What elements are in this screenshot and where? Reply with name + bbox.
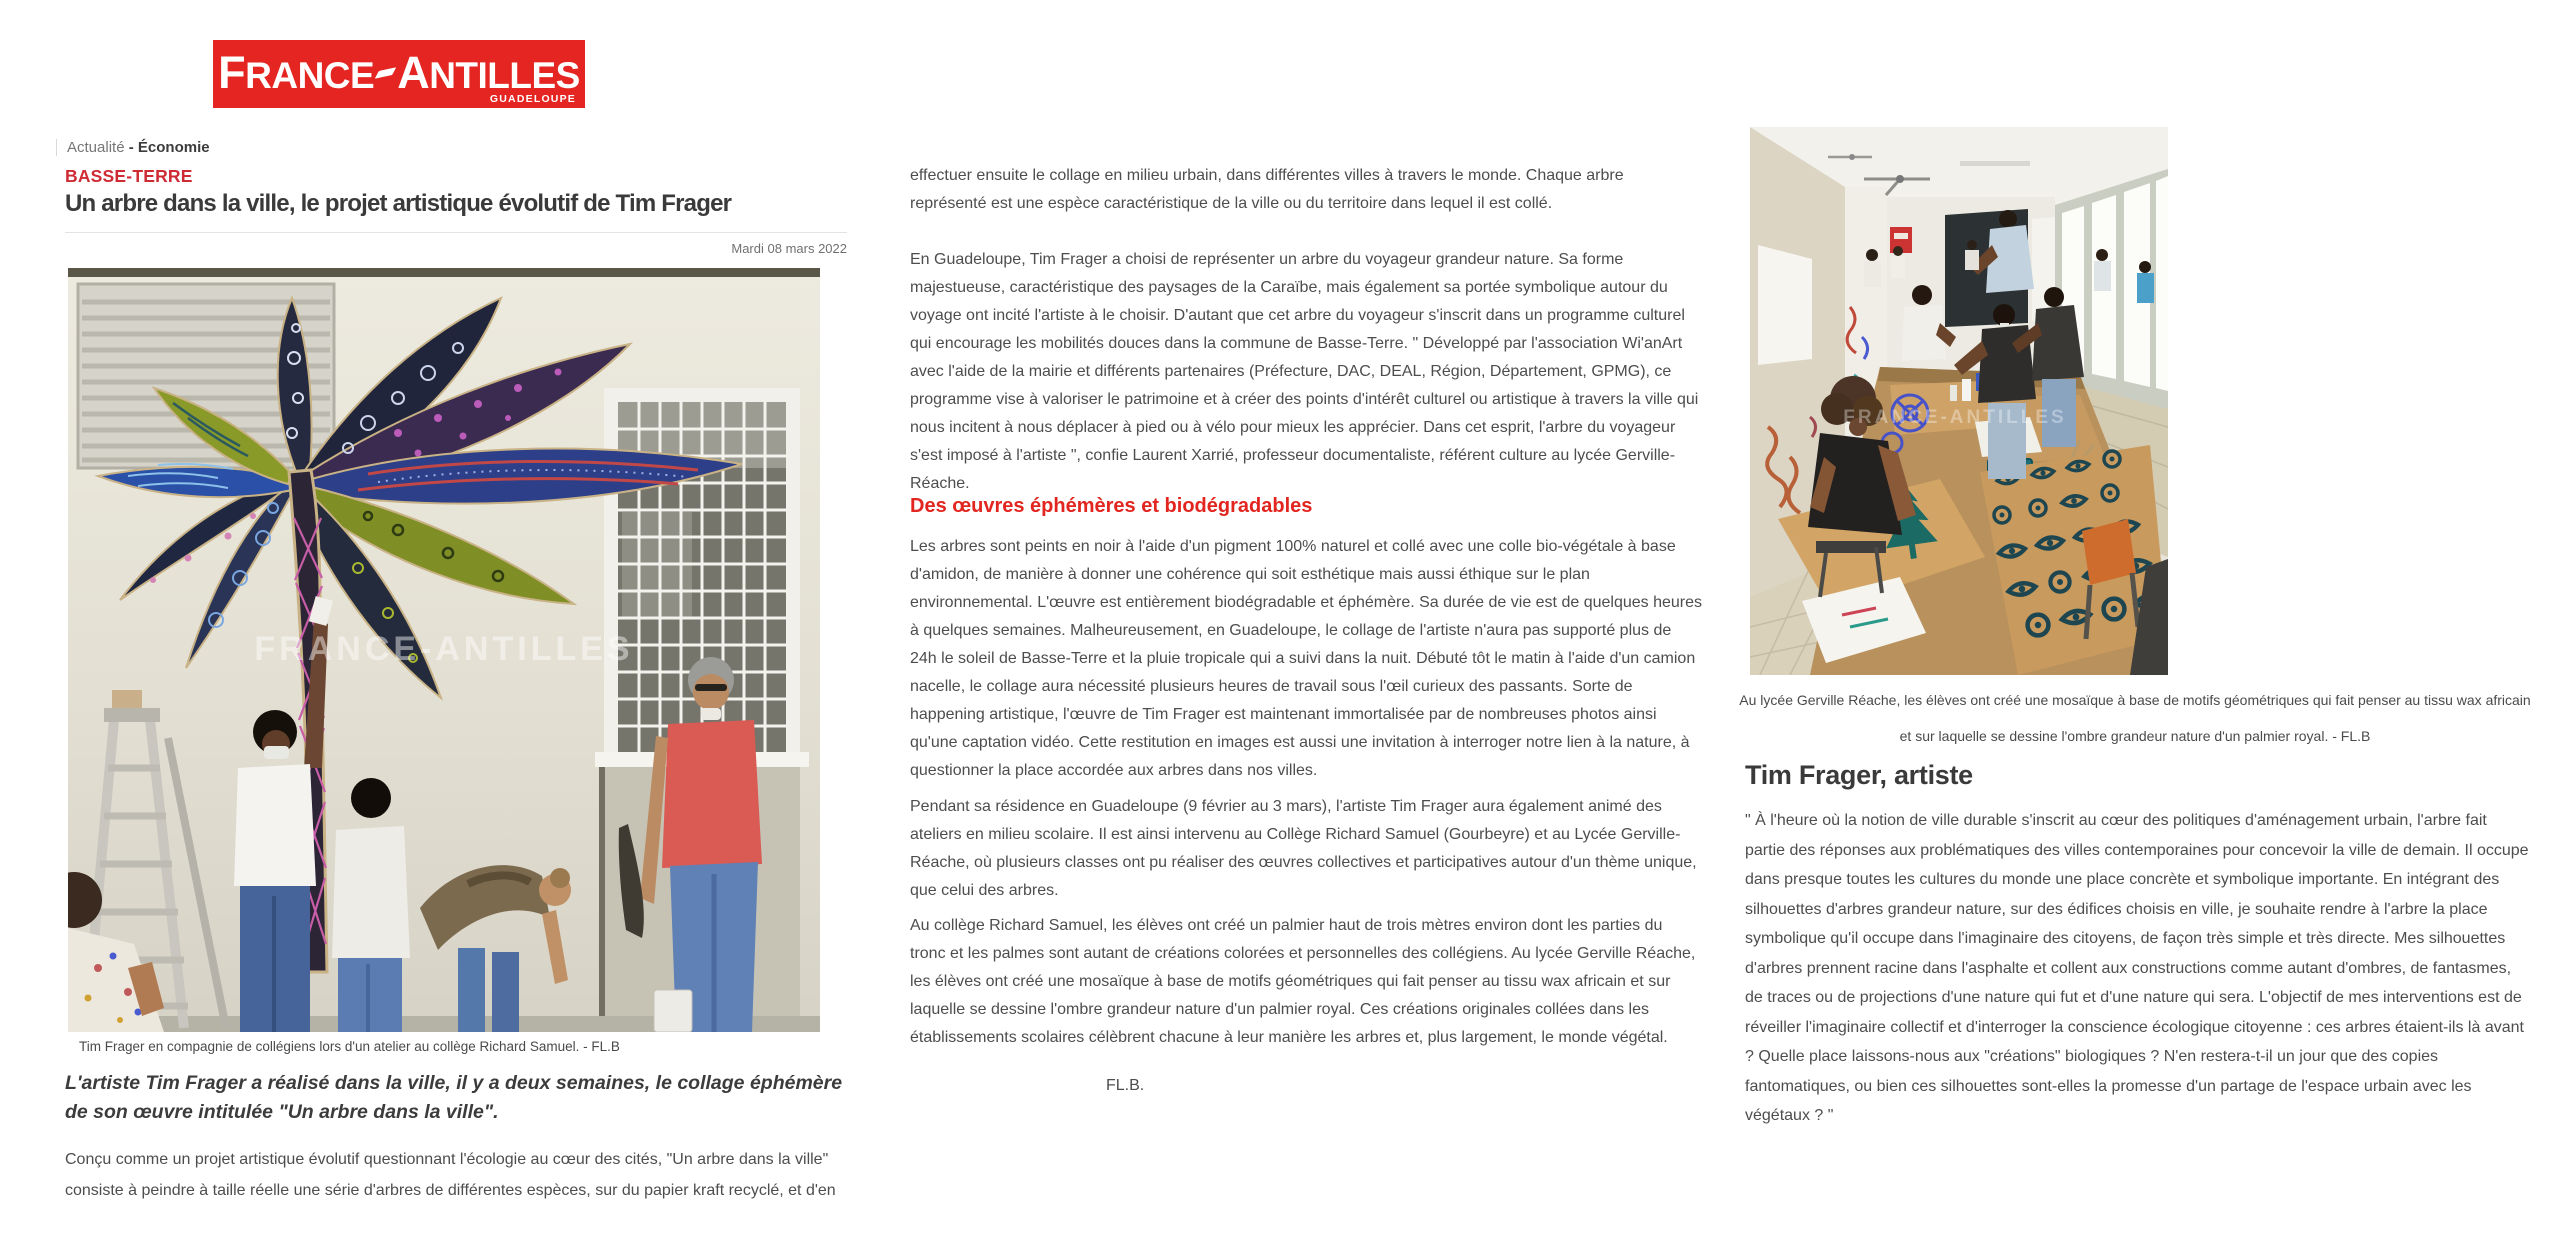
photo-mural-atelier	[68, 268, 820, 1032]
artist-heading: Tim Frager, artiste	[1745, 760, 1973, 790]
article-paragraph: Au collège Richard Samuel, les élèves ont créé un palmier haut de trois mètres environ dont les parties du tronc et les palmes sont autant de créations colorées et personnelles des collégiens. Au lycée Gerville Réache, les élèves ont créé une mosaïque à base de motifs géométriques qui fait penser au tissu wax africain et sur laquelle se dessine l'ombre grandeur nature d'un palmier royal. Ces créations originales collées dans les établissements scolaires célèbrent chacune à leur manière les arbres et, plus largement, le monde végétal.	[910, 917, 1696, 1046]
artist-quote: " À l'heure où la notion de ville durable s'inscrit au cœur des politiques d'aménagement urbain, l'arbre fait partie des réponses aux problématiques des villes contemporaines pour concevoir la ville de demain. Il occupe dans presque toutes les cultures du monde une place concrète et symbolique importante. En intégrant des silhouettes d'arbres grandeur nature, sur des édifices choisis en ville, je souhaite rendre à l'arbre la place symbolique qu'il occupe dans l'imaginaire des citoyens, de façon très simple et très directe. Mes silhouettes d'arbres prennent racine dans l'asphalte et collent aux constructions comme autant d'ombres, de fantasmes, de traces ou de projections d'une nature qui fut et d'une nature qui sera. L'objectif de mes interventions est de réveiller l'imaginaire collectif et d'interroger la conscience écologique citoyenne : ces arbres étaient-ils là avant ? Quelle place laissons-nous aux "créations" biologiques ? N'en restera-t-il un jour que des copies fantomatiques, ou bien ces silhouettes sont-elles la promesse d'un partage de l'espace urbain avec les végétaux ? "	[1745, 812, 2529, 1124]
article-paragraph: effectuer ensuite le collage en milieu urbain, dans différentes villes à travers le monde. Chaque arbre représenté est une espèce caractéristique de la ville ou du territoire dans lequel il est collé.	[910, 167, 1624, 212]
breadcrumb	[56, 139, 210, 156]
photo-workshop	[1750, 127, 2168, 675]
article-lede: L'artiste Tim Frager a réalisé dans la ville, il y a deux semaines, le collage éphémère de son œuvre intitulée "Un arbre dans la ville".	[65, 1072, 843, 1123]
photo2-caption: Au lycée Gerville Réache, les élèves ont créé une mosaïque à base de motifs géométriques qui fait penser au tissu wax africain et sur laquelle se dessine l'ombre grandeur nature d'un palmier royal. - FL.B	[1739, 692, 2531, 744]
brand-word-1: FRANCE	[218, 46, 375, 98]
article-date: Mardi 08 mars 2022	[731, 241, 847, 256]
brand-word-2: ANTILLES	[397, 46, 580, 98]
author-signature: FL.B.	[1106, 1077, 1145, 1094]
page-title: Un arbre dans la ville, le projet artistique évolutif de Tim Frager	[65, 190, 732, 217]
divider	[65, 232, 847, 233]
article-paragraph: En Guadeloupe, Tim Frager a choisi de représenter un arbre du voyageur grandeur nature. Sa forme majestueuse, caractéristique des paysages de la Caraïbe, mais également sa portée symbolique autour du voyage ont incité l'artiste à le choisir. D'autant que cet arbre du voyageur s'inscrit dans un programme culturel qui encourage les mobilités douces dans la commune de Basse-Terre. " Développé par l'association Wi'anArt avec l'aide de la mairie et différents partenaires (Préfecture, DAC, DEAL, Région, Département, GPMG), ce programme vise à valoriser le patrimoine et à créer des points d'intérêt culturel ou artistique à travers la ville qui nous incitent à nous déplacer à pied ou à vélo pour mieux les apprécier. Dans cet esprit, l'arbre du voyageur s'est imposé à l'artiste ", confie Laurent Xarrié, professeur documentaliste, référent culture au lycée Gerville-Réache.	[910, 251, 1699, 492]
photo1-caption: Tim Frager en compagnie de collégiens lors d'un atelier au collège Richard Samuel. - FL.B	[79, 1039, 620, 1054]
brand-wordmark	[218, 46, 580, 98]
article-paragraph: Les arbres sont peints en noir à l'aide d'un pigment 100% naturel et collé avec une colle bio-végétale à base d'amidon, de manière à donner une cohérence qui soit esthétique mais aussi éthique sur le plan environnemental. L'œuvre est entièrement biodégradable et éphémère. Sa durée de vie est de quelques heures à quelques semaines. Malheureusement, en Guadeloupe, le collage de l'artiste n'aura pas supporté plus de 24h le soleil de Basse-Terre et la pluie tropicale qui a suivi dans la nuit. Débuté tôt le matin à l'aide d'un camion nacelle, le collage aura nécessité plusieurs heures de travail sous l'œil curieux des passants. Sorte de happening artistique, l'œuvre de Tim Frager est maintenant immortalisée par de nombreuses photos ainsi qu'une captation vidéo. Cette restitution en images est aussi une invitation à interroger notre lien à la nature, à questionner la place accordée aux arbres dans nos villes.	[910, 538, 1702, 779]
section-heading: Des œuvres éphémères et biodégradables	[910, 495, 1313, 517]
article-paragraph: Conçu comme un projet artistique évolutif questionnant l'écologie au cœur des cités, "Un arbre dans la ville" consiste à peindre à taille réelle une série d'arbres de différentes espèces, sur du papier kraft recyclé, et d'en	[65, 1151, 836, 1199]
whiteboard	[1758, 245, 1812, 365]
brand-dash-icon	[375, 67, 397, 78]
roof-edge	[68, 268, 820, 277]
watermark-text: FRANCE-ANTILLES	[1843, 407, 2067, 428]
article-kicker: BASSE-TERRE	[65, 166, 193, 186]
brand-logo[interactable]	[213, 40, 585, 108]
breadcrumb-subsection[interactable]: Économie	[137, 139, 210, 156]
watermark-text: FRANCE-ANTILLES	[254, 630, 634, 668]
paint-bucket	[654, 990, 692, 1032]
breadcrumb-separator: -	[128, 139, 134, 156]
brand-region-label: GUADELOUPE	[489, 93, 576, 105]
breadcrumb-section[interactable]: Actualité	[67, 139, 125, 156]
article-paragraph: Pendant sa résidence en Guadeloupe (9 février au 3 mars), l'artiste Tim Frager aura également animé des ateliers en milieu scolaire. Il est ainsi intervenu au Collège Richard Samuel (Gourbeyre) et au Lycée Gerville-Réache, où plusieurs classes ont pu réaliser des œuvres collectives et participatives autour d'un thème unique, que celui des arbres.	[910, 798, 1697, 899]
